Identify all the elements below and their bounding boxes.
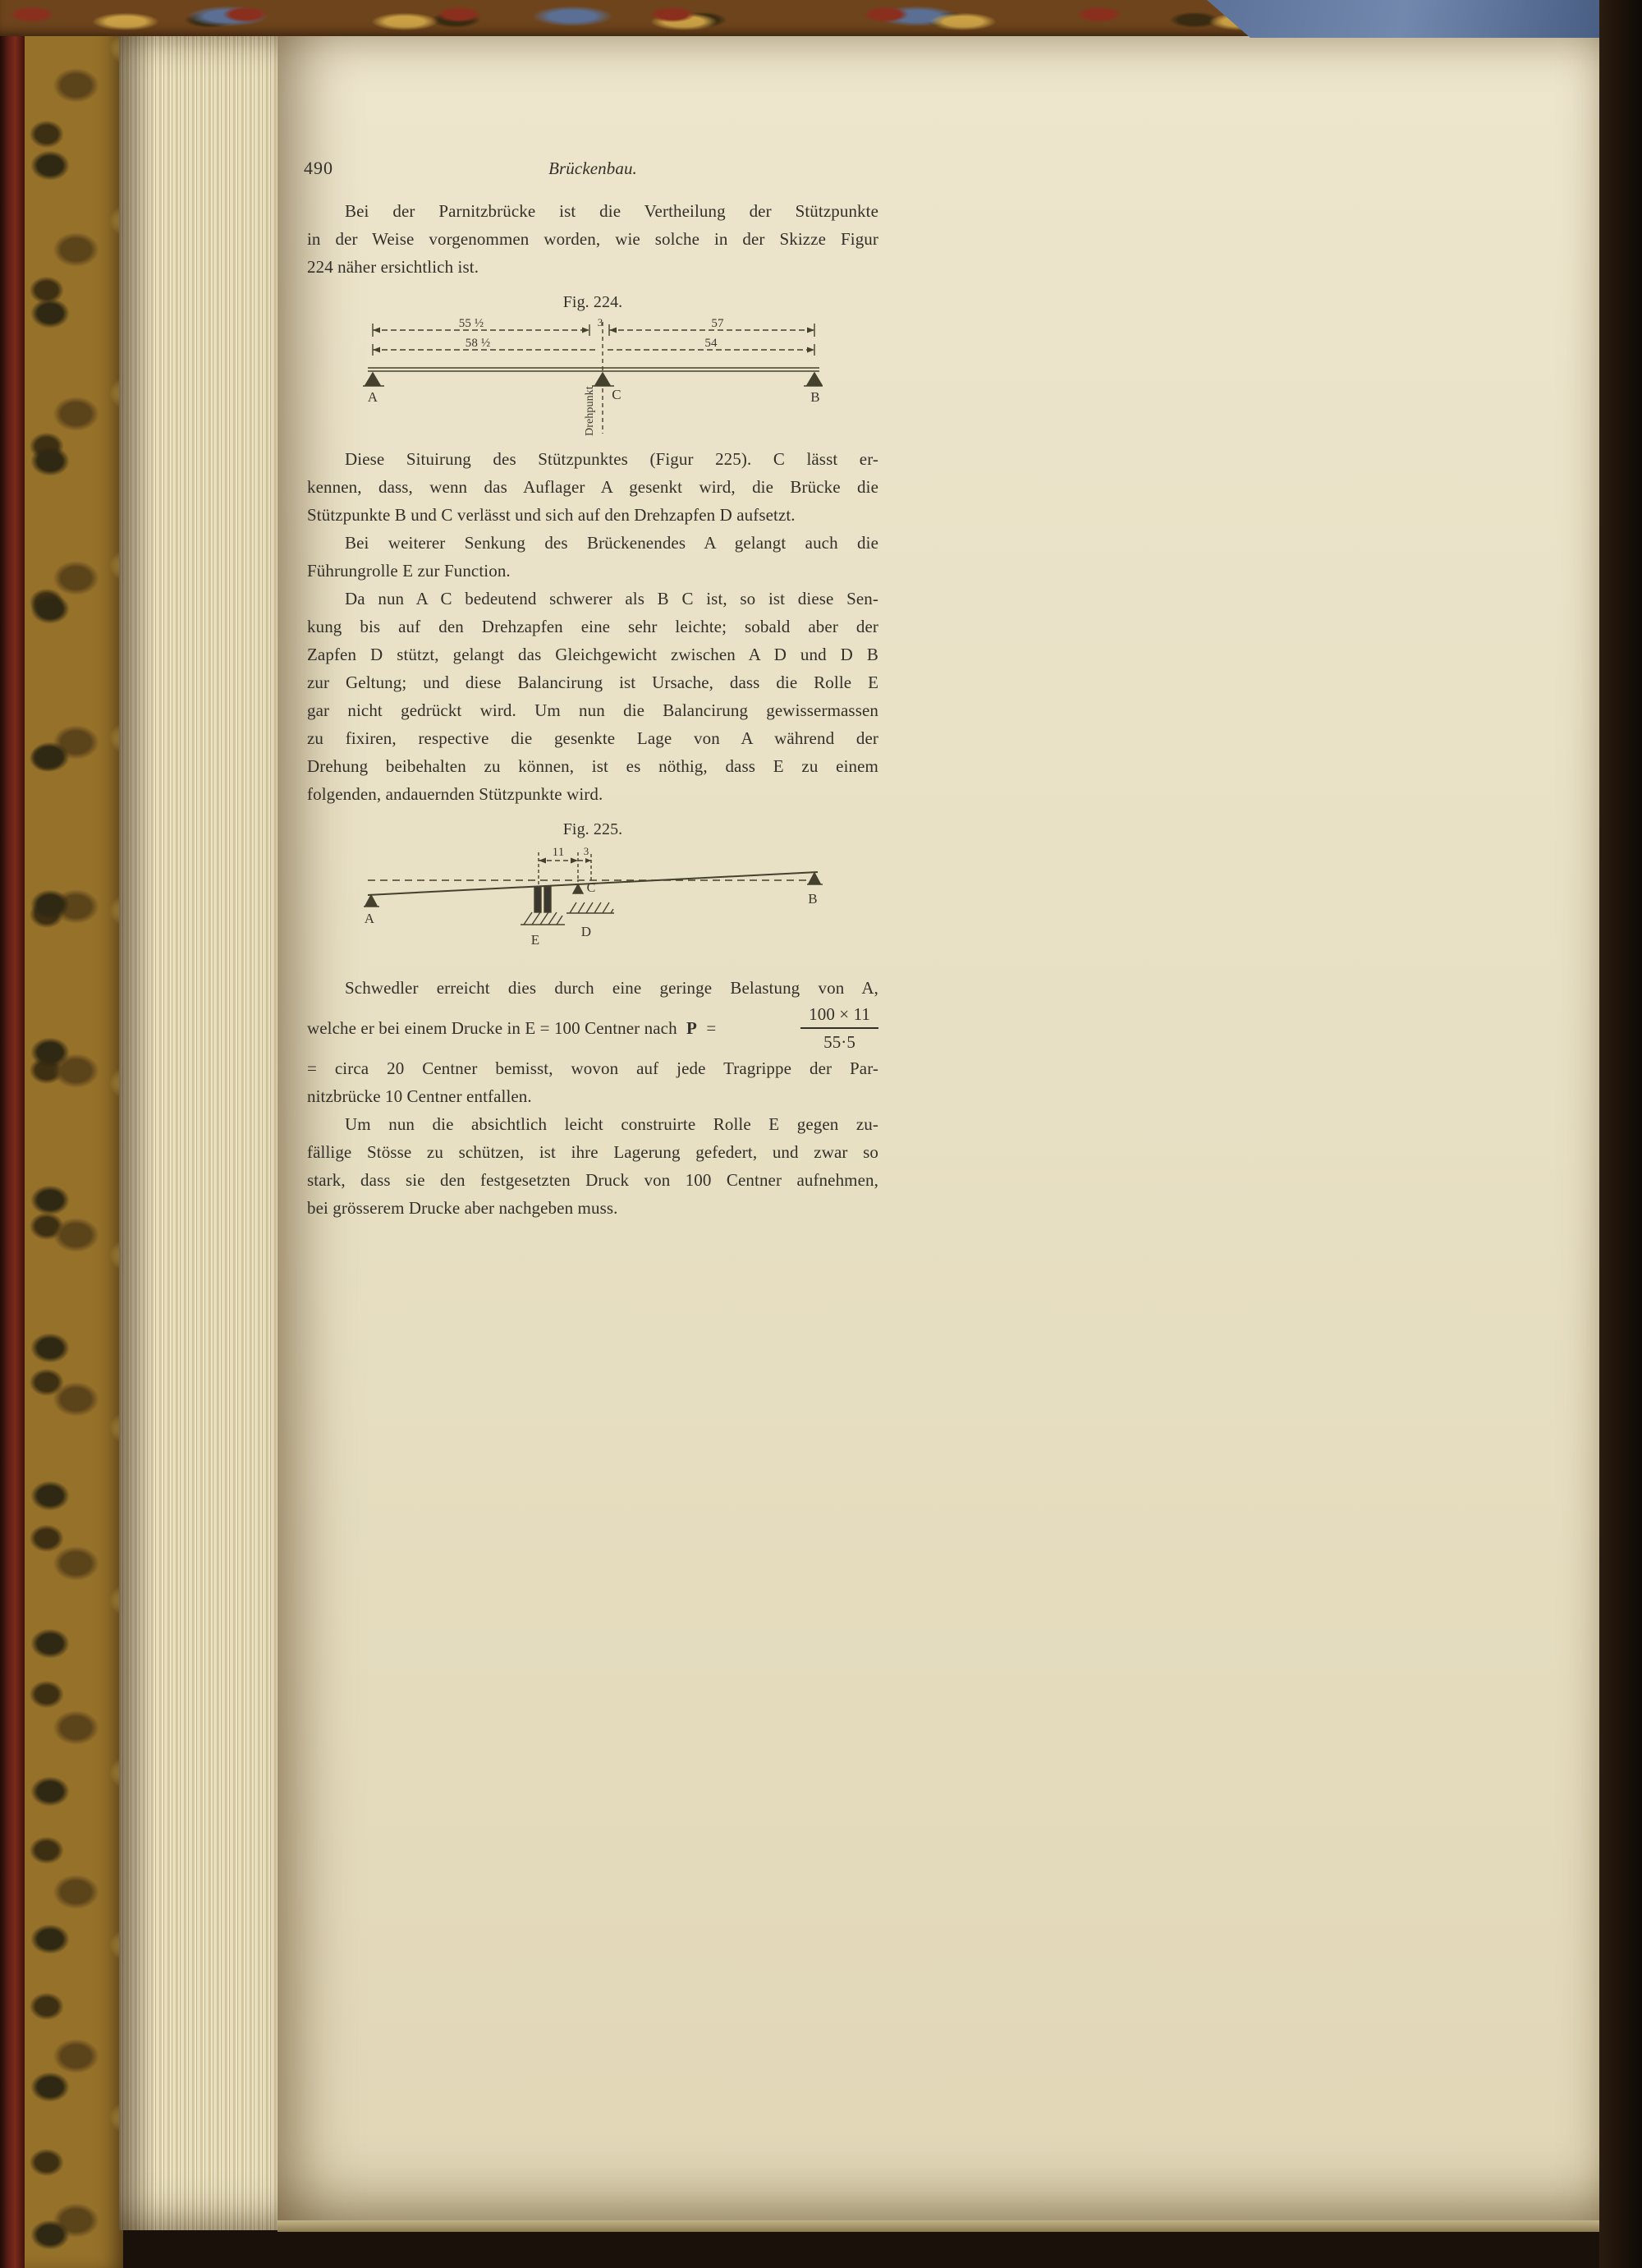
marbled-cover-edge <box>23 0 123 2268</box>
fig225-end-label-a: A <box>364 911 375 926</box>
formula-line <box>307 1002 878 1054</box>
fig225-dim-label: 3 <box>583 845 589 857</box>
paragraph-1 <box>307 197 878 281</box>
text-line: Diese Situirung des Stützpunktes (Figur 225). C lässt er- <box>345 449 878 469</box>
fig224-support-label-c: C <box>612 387 621 402</box>
text-line: bei grösserem Drucke aber nachgeben muss. <box>307 1198 618 1218</box>
text-line: zu fixiren, respective die gesenkte Lage von A während der <box>307 728 878 748</box>
book-spine <box>0 0 25 2268</box>
figure-224-diagram <box>363 317 823 438</box>
running-title: Brückenbau. <box>548 158 637 178</box>
book-page-stack-edge <box>119 34 283 2230</box>
paragraph-5 <box>307 974 878 1110</box>
fig224-dim-label: 55 ½ <box>458 317 484 330</box>
text-line: Um nun die absichtlich leicht construirte Rolle E gegen zu- <box>345 1114 878 1134</box>
text-line: Drehung beibehalten zu können, ist es nöthig, dass E zu einem <box>307 756 878 776</box>
figure-225-diagram <box>363 844 823 967</box>
fig224-supports <box>363 373 823 386</box>
fig224-dim-label: 58 ½ <box>465 337 491 350</box>
fig224-support-label-b: B <box>810 389 820 405</box>
page-header <box>304 154 878 184</box>
text-line: in der Weise vorgenommen worden, wie solche in der Skizze Figur <box>307 229 878 249</box>
fig225-point-label-d: D <box>580 924 592 939</box>
text-line: = circa 20 Centner bemisst, wovon auf jede Tragrippe der Par- <box>307 1058 878 1078</box>
text-line: nitzbrücke 10 Centner entfallen. <box>307 1086 532 1106</box>
paragraph-2 <box>307 445 878 529</box>
fig225-dim-label: 11 <box>552 846 565 859</box>
text-line: folgenden, andauernden Stützpunkte wird. <box>307 784 603 804</box>
text-line: Führungrolle E zur Function. <box>307 561 511 581</box>
text-line: Zapfen D stützt, gelangt das Gleichgewicht zwischen A D und D B <box>307 645 878 664</box>
formula-symbol-p: P <box>686 1018 697 1038</box>
fig225-pivot-wedge <box>566 902 614 913</box>
page-number: 490 <box>304 158 333 178</box>
text-line: Bei weiterer Senkung des Brückenendes A gelangt auch die <box>345 533 878 553</box>
paragraph-4 <box>307 585 878 808</box>
text-line: stark, dass sie den festgesetzten Druck von 100 Centner aufnehmen, <box>307 1170 878 1190</box>
text-line: Da nun A C bedeutend schwerer als B C ist, so ist diese Sen- <box>345 589 878 608</box>
fig224-dim-label: 54 <box>704 337 718 350</box>
fig224-support-label-a: A <box>367 389 378 405</box>
text-line: gar nicht gedrückt wird. Um nun die Balancirung gewissermassen <box>307 700 878 720</box>
fig225-point-label-e: E <box>530 932 540 948</box>
paragraph-3 <box>307 529 878 585</box>
text-line: Bei der Parnitzbrücke ist die Vertheilung der Stützpunkte <box>345 201 878 221</box>
fig225-end-label-b: B <box>808 891 818 907</box>
page-content <box>304 154 878 1222</box>
fraction-numerator: 100 × 11 <box>800 1002 878 1029</box>
text-line: Stützpunkte B und C verlässt und sich auf den Drehzapfen D aufsetzt. <box>307 505 796 525</box>
fig224-dim-label: 57 <box>711 317 724 330</box>
fig224-dim-label: 3 <box>597 317 603 328</box>
text-line: zur Geltung; und diese Balancirung ist Ursache, dass die Rolle E <box>307 673 878 692</box>
top-right-cover-corner <box>1207 0 1642 38</box>
text-line: fällige Stösse zu schützen, ist ihre Lagerung gefedert, und zwar so <box>307 1142 878 1162</box>
fig224-axis-label: Drehpunkt <box>584 386 596 436</box>
text-line: kung bis auf den Drehzapfen eine sehr leichte; sobald aber der <box>307 617 878 636</box>
figure-225-caption: Fig. 225. <box>562 820 623 838</box>
fig224-beam <box>368 368 819 371</box>
right-photo-edge <box>1599 0 1642 2268</box>
formula-text <box>307 1014 721 1042</box>
fraction-denominator: 55·5 <box>823 1032 856 1052</box>
formula-prefix: welche er bei einem Drucke in E = 100 Centner nach <box>307 1018 677 1038</box>
formula-fraction <box>800 1002 878 1054</box>
text-line: kennen, dass, wenn das Auflager A gesenkt wird, die Brücke die <box>307 477 878 497</box>
text-line: 224 näher ersichtlich ist. <box>307 257 479 277</box>
figure-224-caption: Fig. 224. <box>562 293 623 311</box>
page-bottom-edge <box>277 2220 1601 2232</box>
fig225-point-label-c: C <box>586 881 596 895</box>
paragraph-6 <box>307 1110 878 1222</box>
fig224-dimension-lines <box>373 324 814 356</box>
formula-equals: = <box>706 1018 717 1038</box>
text-line: Schwedler erreicht dies durch eine geringe Belastung von A, <box>345 978 878 998</box>
fig225-roller-pier <box>521 887 565 925</box>
fig225-dimension-lines <box>539 852 591 887</box>
